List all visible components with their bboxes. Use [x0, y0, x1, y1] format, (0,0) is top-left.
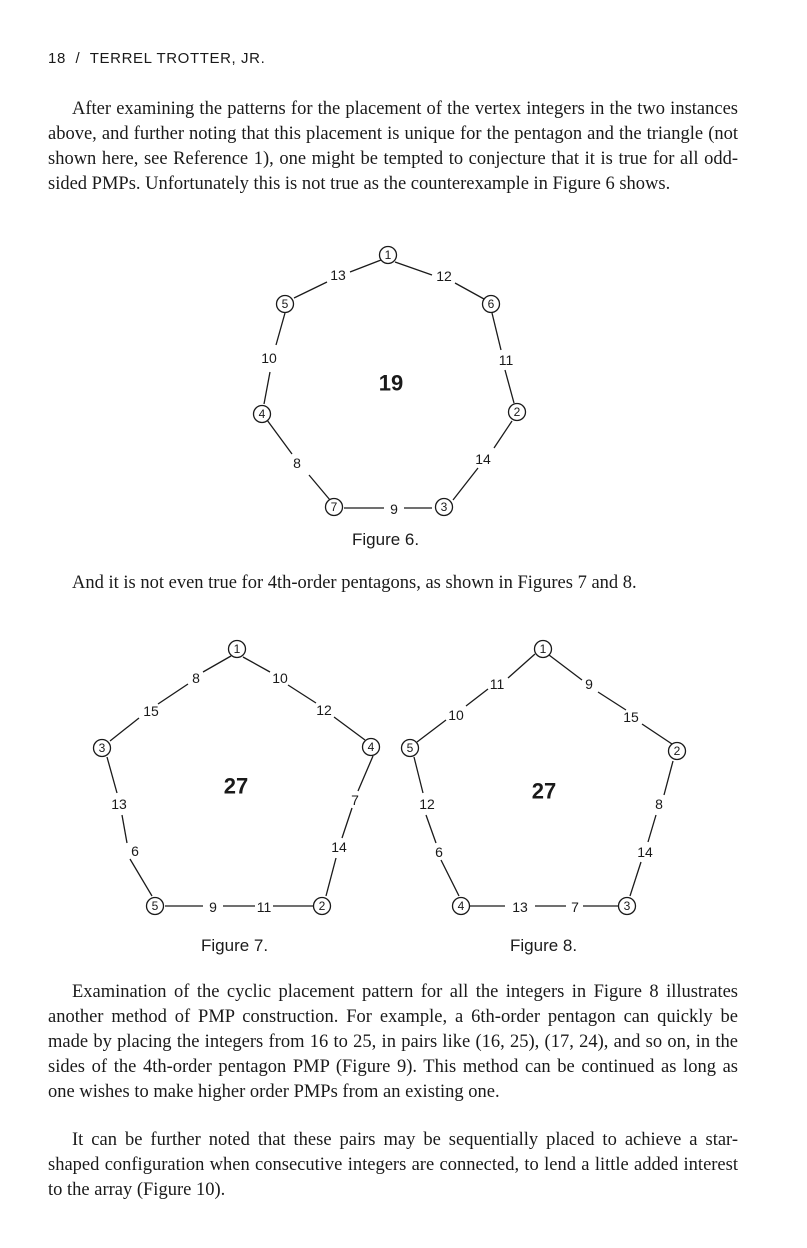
fig7-edge: 12	[316, 702, 332, 718]
fig6-magic-sum: 19	[378, 370, 404, 396]
fig7-vertex: 1	[233, 642, 241, 656]
fig6-edge: 8	[293, 455, 301, 471]
fig8-edge: 13	[512, 899, 528, 915]
header-separator: /	[75, 50, 81, 67]
fig6-vertex: 4	[258, 407, 266, 421]
fig6-vertex: 7	[330, 500, 338, 514]
fig7-edge: 6	[131, 843, 139, 859]
fig7-vertex: 5	[151, 899, 159, 913]
fig7-edge: 10	[272, 670, 288, 686]
fig6-vertex: 6	[487, 297, 495, 311]
fig8-vertex: 4	[457, 899, 465, 913]
running-title: TERREL TROTTER, JR.	[89, 50, 266, 67]
fig6-edge: 10	[261, 350, 277, 366]
fig6-edge: 9	[390, 501, 398, 517]
paragraph-3	[48, 980, 738, 1105]
fig6-edge: 13	[330, 267, 346, 283]
fig7-edge: 7	[351, 792, 359, 808]
figure-7-caption: Figure 7.	[201, 936, 269, 955]
fig8-edge: 8	[655, 796, 663, 812]
paragraph-4	[48, 1128, 738, 1203]
paragraph-2-text: And it is not even true for 4th-order pentagons, as shown in Figures 7 and 8.	[72, 573, 637, 593]
fig7-edge: 9	[209, 899, 217, 915]
fig8-edge: 7	[571, 899, 579, 915]
fig7-vertex: 3	[98, 741, 106, 755]
paragraph-4-text: It can be further noted that these pairs may be sequentially placed to achieve a star-shaped configuration when consecutive integers are connected, to lend a little added interest to the array (Figure 10).	[48, 1130, 738, 1200]
fig8-vertex: 1	[539, 642, 547, 656]
fig8-vertex: 5	[406, 741, 414, 755]
fig7-edge: 11	[256, 899, 272, 915]
figure-6-caption: Figure 6.	[352, 530, 420, 549]
fig8-vertex: 3	[623, 899, 631, 913]
paragraph-1-text: After examining the patterns for the placement of the vertex integers in the two instances above, and further noting that this placement is unique for the pentagon and the triangle (not shown here, see Reference 1), one might be tempted to conjecture that it is true for all odd-sided PMPs. Unfortunately this is not true as the counterexample in Figure 6 shows.	[48, 99, 738, 194]
fig8-edge: 12	[419, 796, 435, 812]
figure-8-caption: Figure 8.	[510, 936, 578, 955]
fig6-edge: 14	[475, 451, 491, 467]
fig6-edge: 11	[498, 352, 514, 368]
fig8-edge: 9	[585, 676, 593, 692]
fig8-edge: 6	[435, 844, 443, 860]
fig7-edge: 14	[331, 839, 347, 855]
page-number: 18	[48, 50, 66, 67]
fig8-vertex: 2	[673, 744, 681, 758]
fig7-edge: 8	[192, 670, 200, 686]
fig7-magic-sum: 27	[223, 773, 249, 799]
fig7-edge: 13	[111, 796, 127, 812]
fig6-edge: 12	[436, 268, 452, 284]
fig6-vertex: 3	[440, 500, 448, 514]
fig6-vertex: 5	[281, 297, 289, 311]
fig8-magic-sum: 27	[531, 778, 557, 804]
fig8-edge: 15	[623, 709, 639, 725]
fig8-edge: 14	[637, 844, 653, 860]
fig7-edge: 15	[143, 703, 159, 719]
fig6-vertex: 2	[513, 405, 521, 419]
paragraph-3-text: Examination of the cyclic placement pattern for all the integers in Figure 8 illustrates another method of PMP construction. For example, a 6th-order pentagon can quickly be made by placing the integers from 16 to 25, in pairs like (16, 25), (17, 24), and so on, in the sides of the 4th-order pentagon PMP (Figure 9). This method can be continued as long as one wishes to make higher order PMPs from an existing one.	[48, 982, 738, 1102]
fig8-edge: 11	[489, 676, 505, 692]
fig7-vertex: 2	[318, 899, 326, 913]
fig6-vertex: 1	[384, 248, 392, 262]
fig7-vertex: 4	[367, 740, 375, 754]
fig8-edge: 10	[448, 707, 464, 723]
